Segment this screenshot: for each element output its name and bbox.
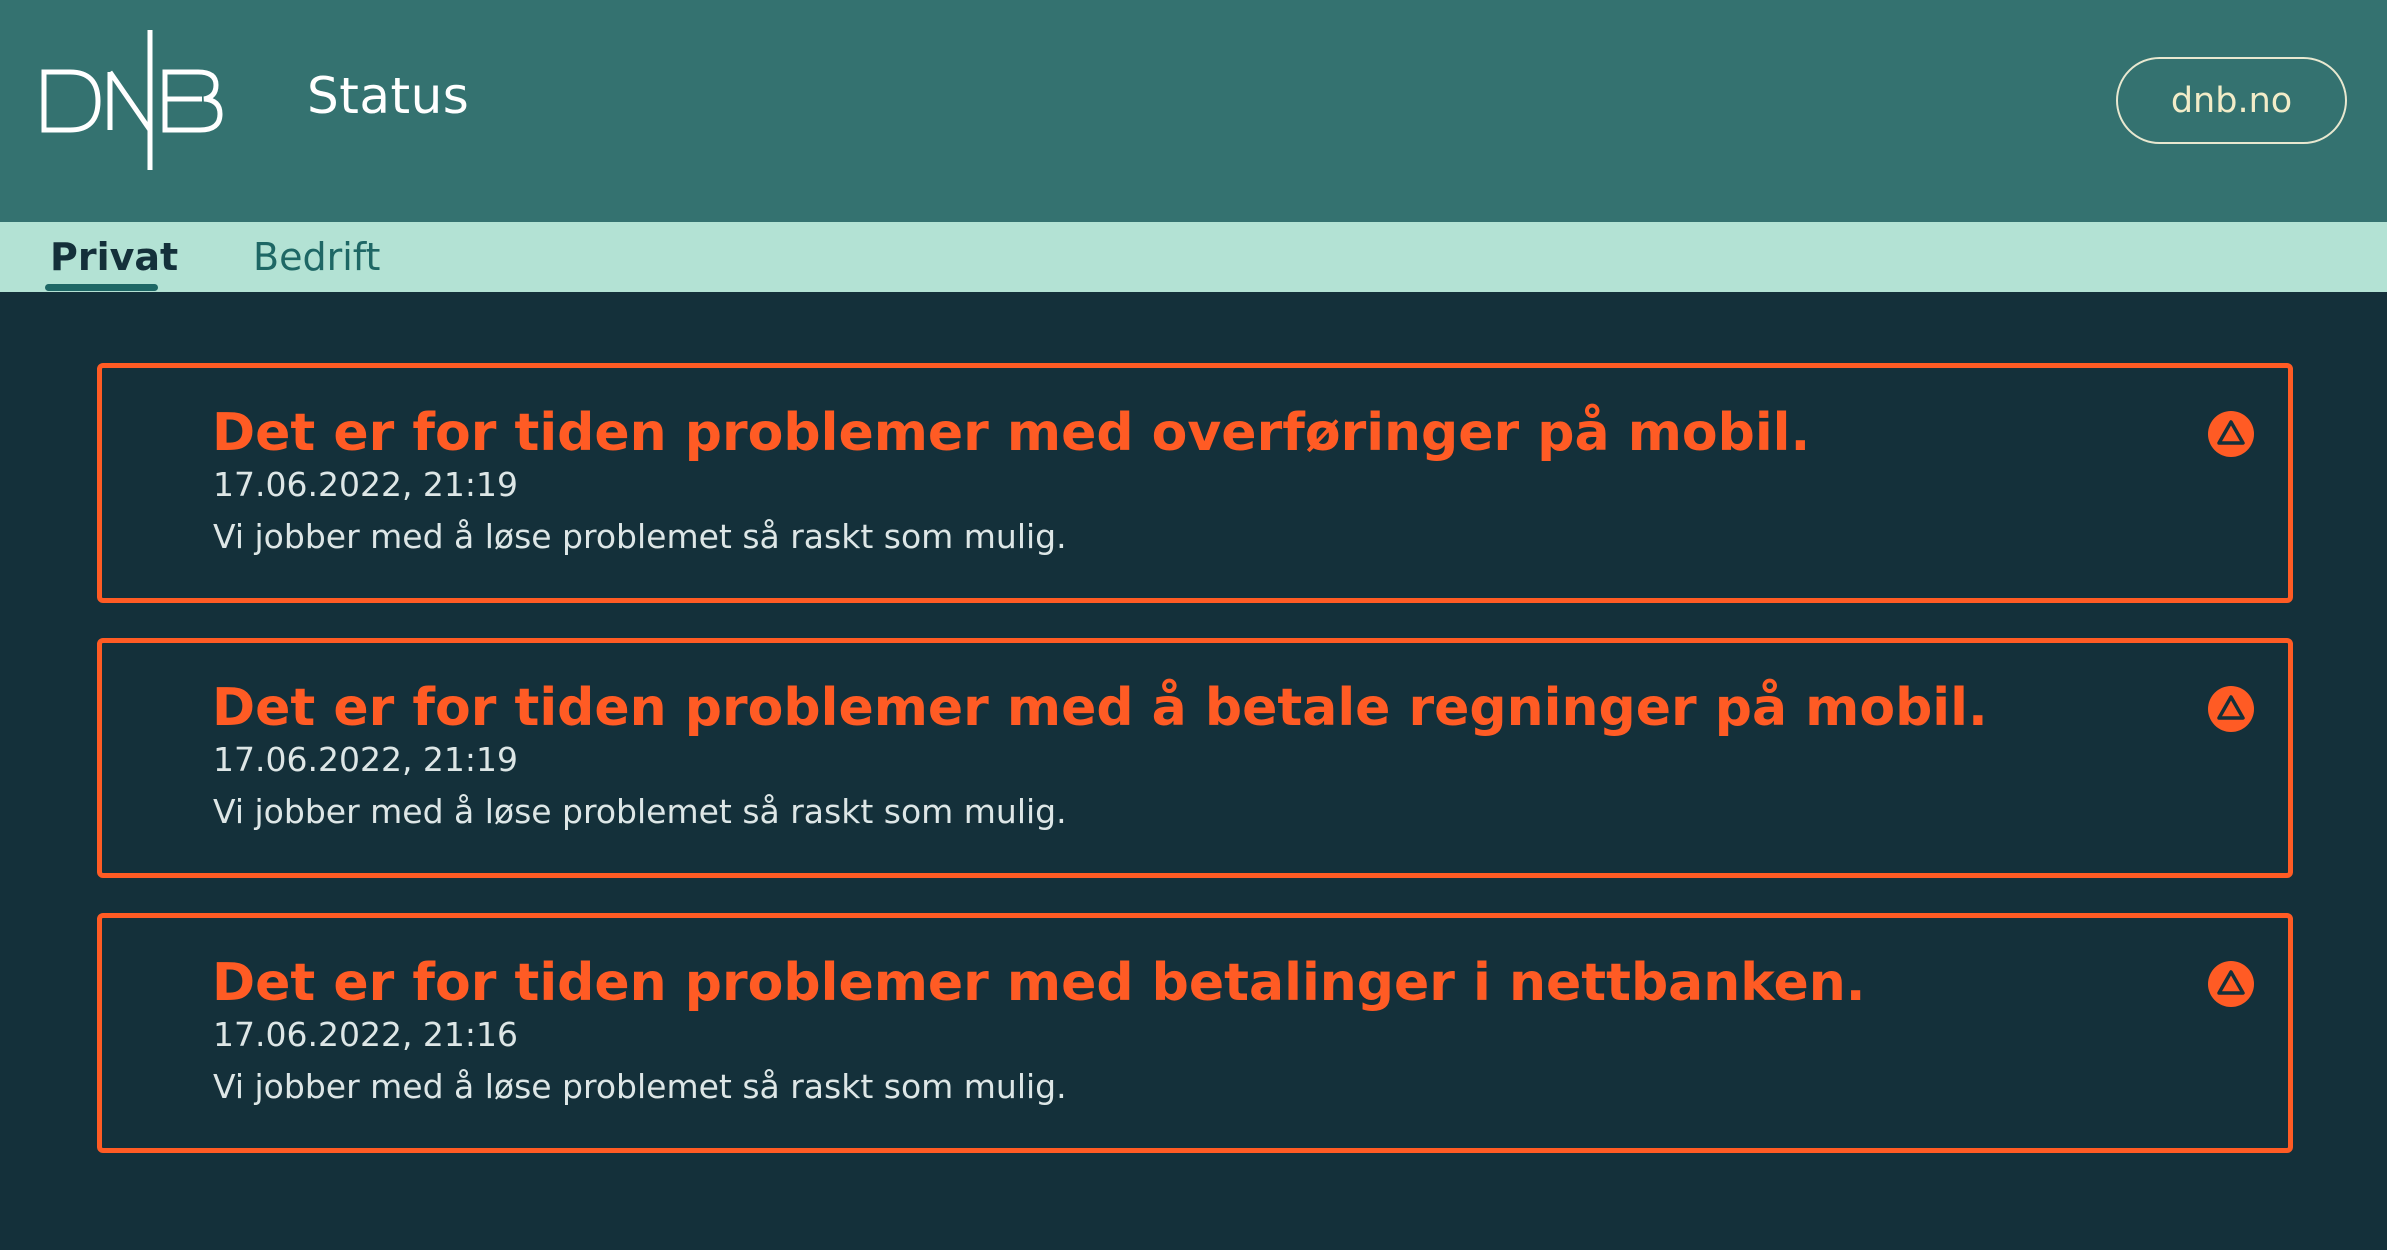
alert-timestamp: 17.06.2022, 21:16 <box>213 1015 519 1054</box>
active-tab-indicator <box>45 284 158 291</box>
tab-bar <box>0 222 2387 292</box>
alert-title: Det er for tiden problemer med å betale regninger på mobil. <box>212 678 1988 738</box>
warning-icon <box>2208 961 2254 1007</box>
alert-message: Vi jobber med å løse problemet så raskt som mulig. <box>213 517 1067 556</box>
alert-title: Det er for tiden problemer med overføringer på mobil. <box>212 403 1811 463</box>
page-header <box>0 0 2387 222</box>
dnb-home-link-button[interactable]: dnb.no <box>2116 57 2347 144</box>
tab-privat[interactable]: Privat <box>50 235 179 279</box>
page-title: Status <box>307 67 470 125</box>
tab-bedrift[interactable]: Bedrift <box>253 235 381 279</box>
alert-timestamp: 17.06.2022, 21:19 <box>213 465 519 504</box>
alert-card <box>97 638 2293 878</box>
warning-icon <box>2208 686 2254 732</box>
warning-icon <box>2208 411 2254 457</box>
alert-card <box>97 363 2293 603</box>
dnb-logo[interactable] <box>40 26 225 174</box>
alert-message: Vi jobber med å løse problemet så raskt som mulig. <box>213 1067 1067 1106</box>
alert-title: Det er for tiden problemer med betalinger i nettbanken. <box>212 953 1866 1013</box>
alert-card <box>97 913 2293 1153</box>
alert-message: Vi jobber med å løse problemet så raskt som mulig. <box>213 792 1067 831</box>
alert-timestamp: 17.06.2022, 21:19 <box>213 740 519 779</box>
alert-list <box>97 363 2293 1188</box>
